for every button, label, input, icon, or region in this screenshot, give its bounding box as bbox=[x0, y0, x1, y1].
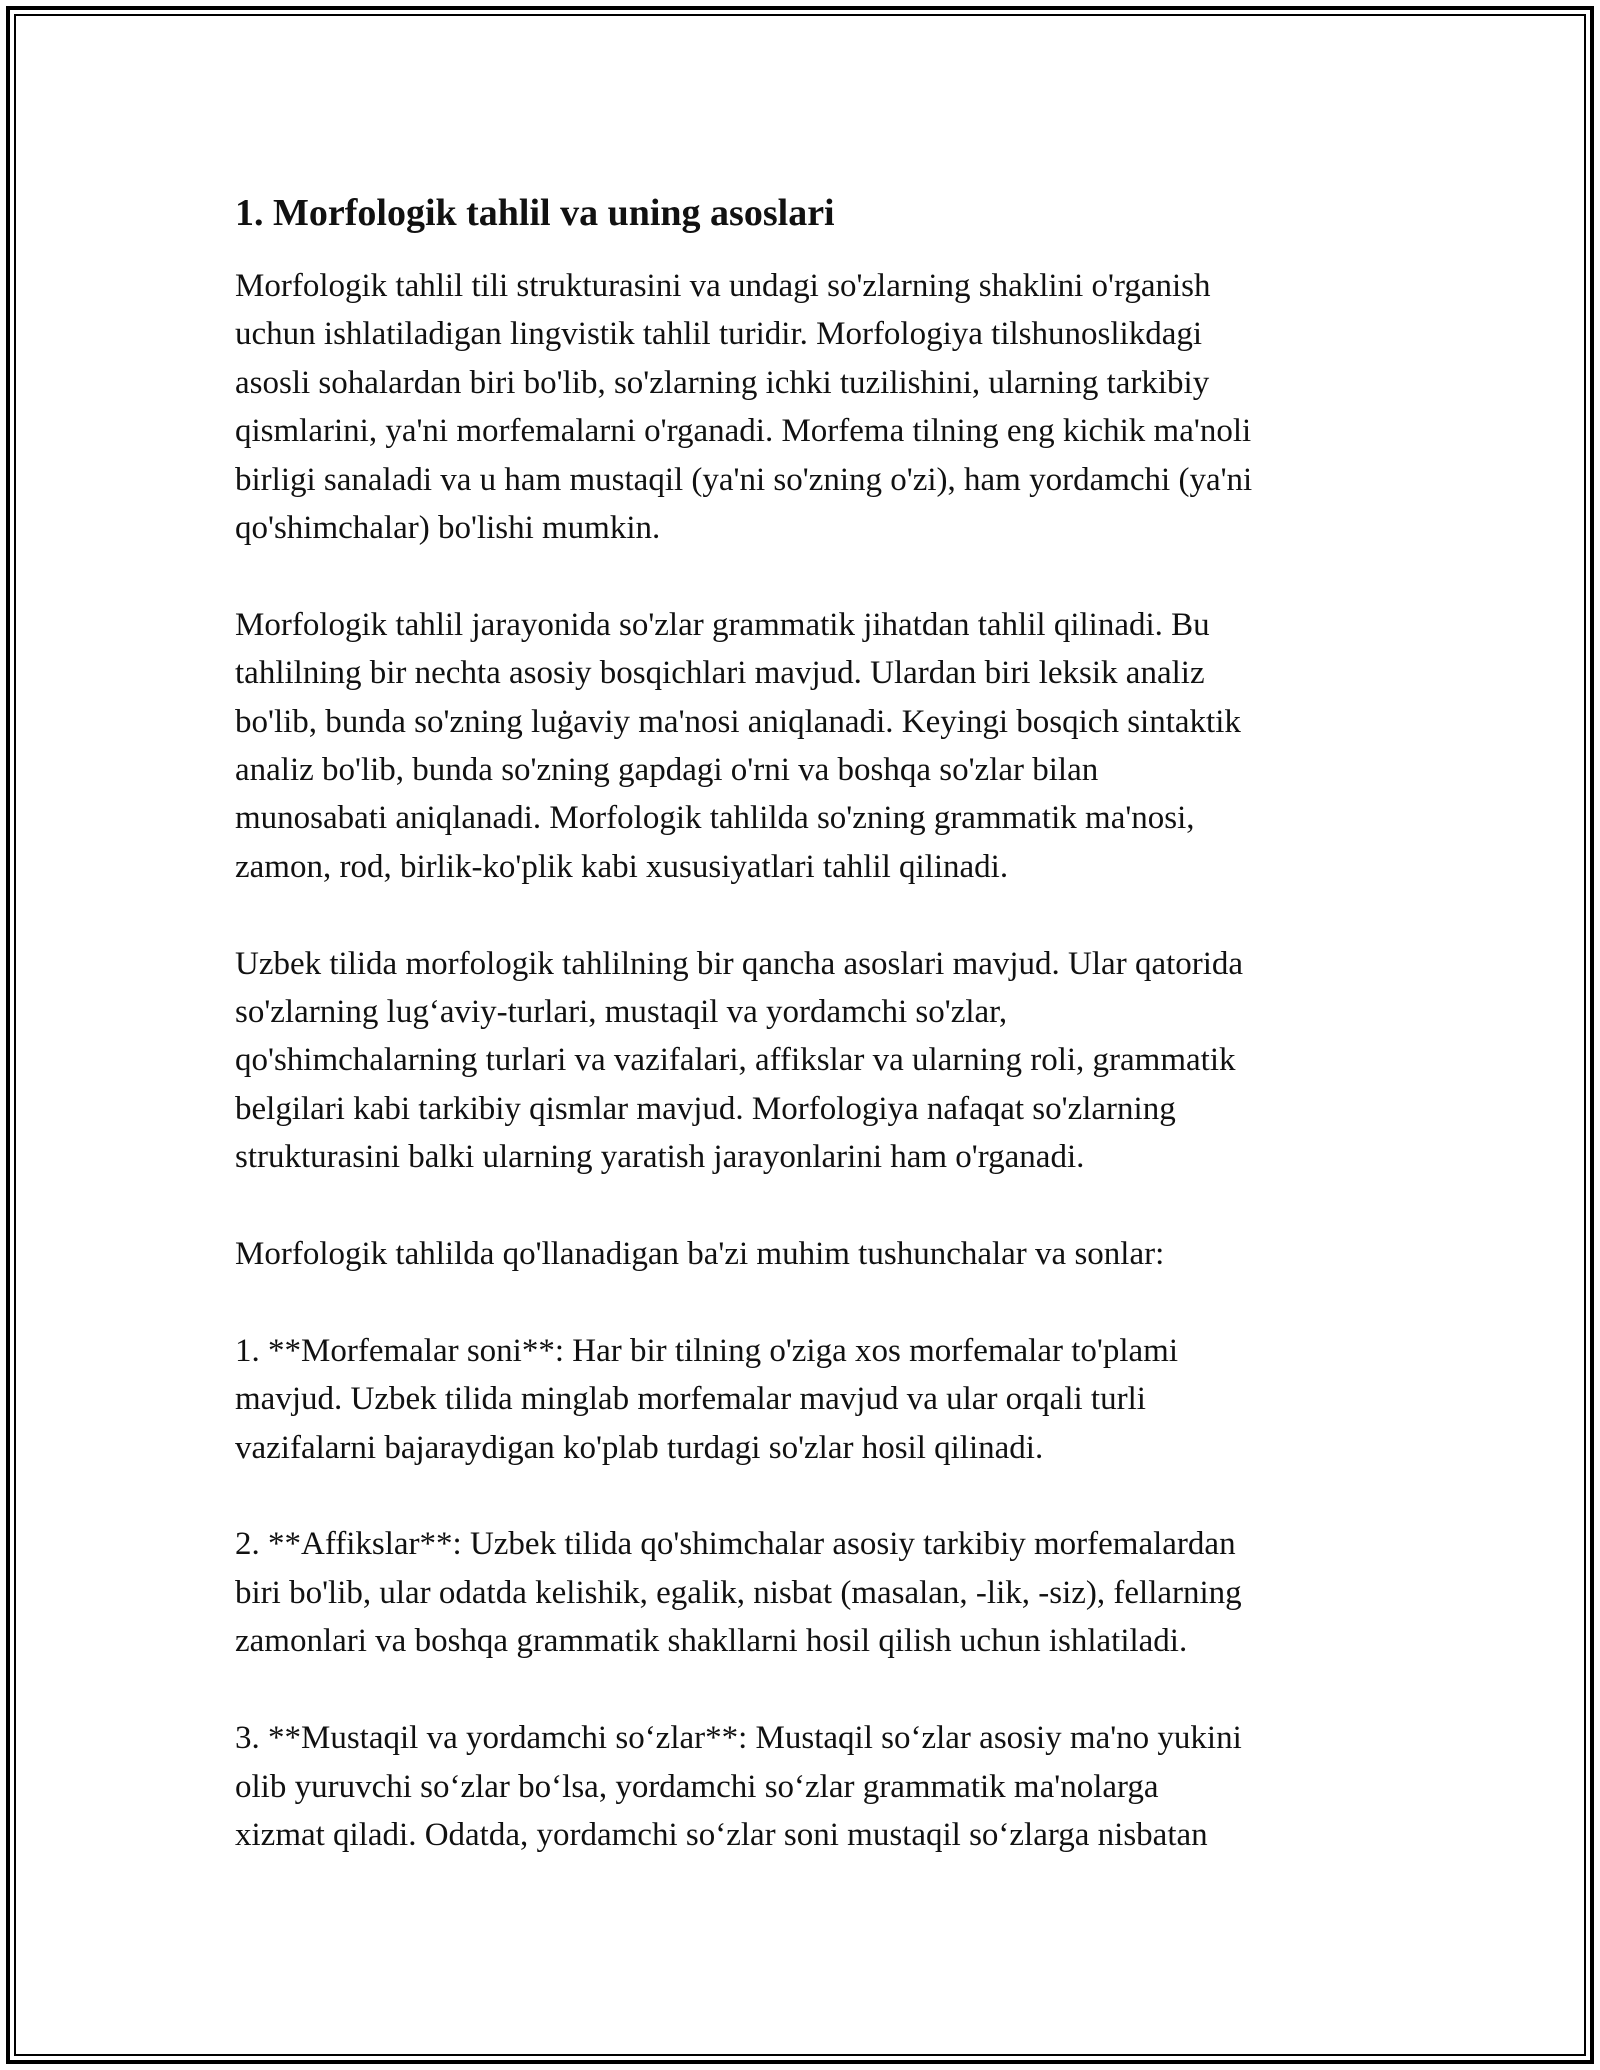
list-item-morphemes-count: 1. **Morfemalar soni**: Har bir tilning o'ziga xos morfemalar to'plami mavjud. Uzbek tilida minglab morfemalar mavjud va ular orqali turli vazifalarni bajaraydigan ko'plab turdagi so'zlar hosil qilinadi. bbox=[235, 1332, 1178, 1466]
paragraph-analysis-process: Morfologik tahlil jarayonida so'zlar grammatik jihatdan tahlil qilinadi. Bu tahlilning bir nechta asosiy bosqichlari mavjud. Ulardan biri leksik analiz bo'lib, bunda so'zning luġaviy ma'nosi aniqlanadi. Keyingi bosqich sintaktik analiz bo'lib, bunda so'zning gapdagi o'rni va boshqa so'zlar bilan munosabati aniqlanadi. Morfologik tahlilda so'zning grammatik ma'nosi, zamon, rod, birlik-ko'plik kabi xususiyatlari tahlil qilinadi. bbox=[235, 606, 1241, 885]
section-heading: 1. Morfologik tahlil va uning asoslari bbox=[235, 192, 835, 234]
list-item-independent-auxiliary-words: 3. **Mustaqil va yordamchi so‘zlar**: Mustaqil so‘zlar asosiy ma'no yukini olib yuruvchi so‘zlar bo‘lsa, yordamchi so‘zlar grammatik ma'nolarga xizmat qiladi. Odatda, yordamchi so‘zlar soni mustaqil so‘zlarga nisbatan bbox=[235, 1720, 1242, 1853]
document-body bbox=[235, 188, 1385, 1908]
paragraph-concepts-intro: Morfologik tahlilda qo'llanadigan ba'zi muhim tushunchalar va sonlar: bbox=[235, 1236, 1165, 1273]
paragraph-intro: Morfologik tahlil tili strukturasini va undagi so'zlarning shaklini o'rganish uchun ishlatiladigan lingvistik tahlil turidir. Morfologiya tilshunoslikdagi asosli sohalardan biri bo'lib, so'zlarning ichki tuzilishini, ularning tarkibiy qismlarini, ya'ni morfemalarni o'rganadi. Morfema tilning eng kichik ma'noli birligi sanaladi va u ham mustaqil (ya'ni so'zning o'zi), ham yordamchi (ya'ni qo'shimchalar) bo'lishi mumkin. bbox=[235, 268, 1253, 547]
list-item-affixes: 2. **Affikslar**: Uzbek tilida qo'shimchalar asosiy tarkibiy morfemalardan biri bo'lib, ular odatda kelishik, egalik, nisbat (masalan, -lik, -siz), fellarning zamonlari va boshqa grammatik shakllarni hosil qilish uchun ishlatiladi. bbox=[235, 1526, 1242, 1660]
paragraph-uzbek-foundations: Uzbek tilida morfologik tahlilning bir qancha asoslari mavjud. Ular qatorida so'zlarning lug‘aviy-turlari, mustaqil va yordamchi so'zlar, qo'shimchalarning turlari va vazifalari, affikslar va ularning roli, grammatik belgilari kabi tarkibiy qismlar mavjud. Morfologiya nafaqat so'zlarning strukturasini balki ularning yaratish jarayonlarini ham o'rganadi. bbox=[235, 945, 1244, 1176]
